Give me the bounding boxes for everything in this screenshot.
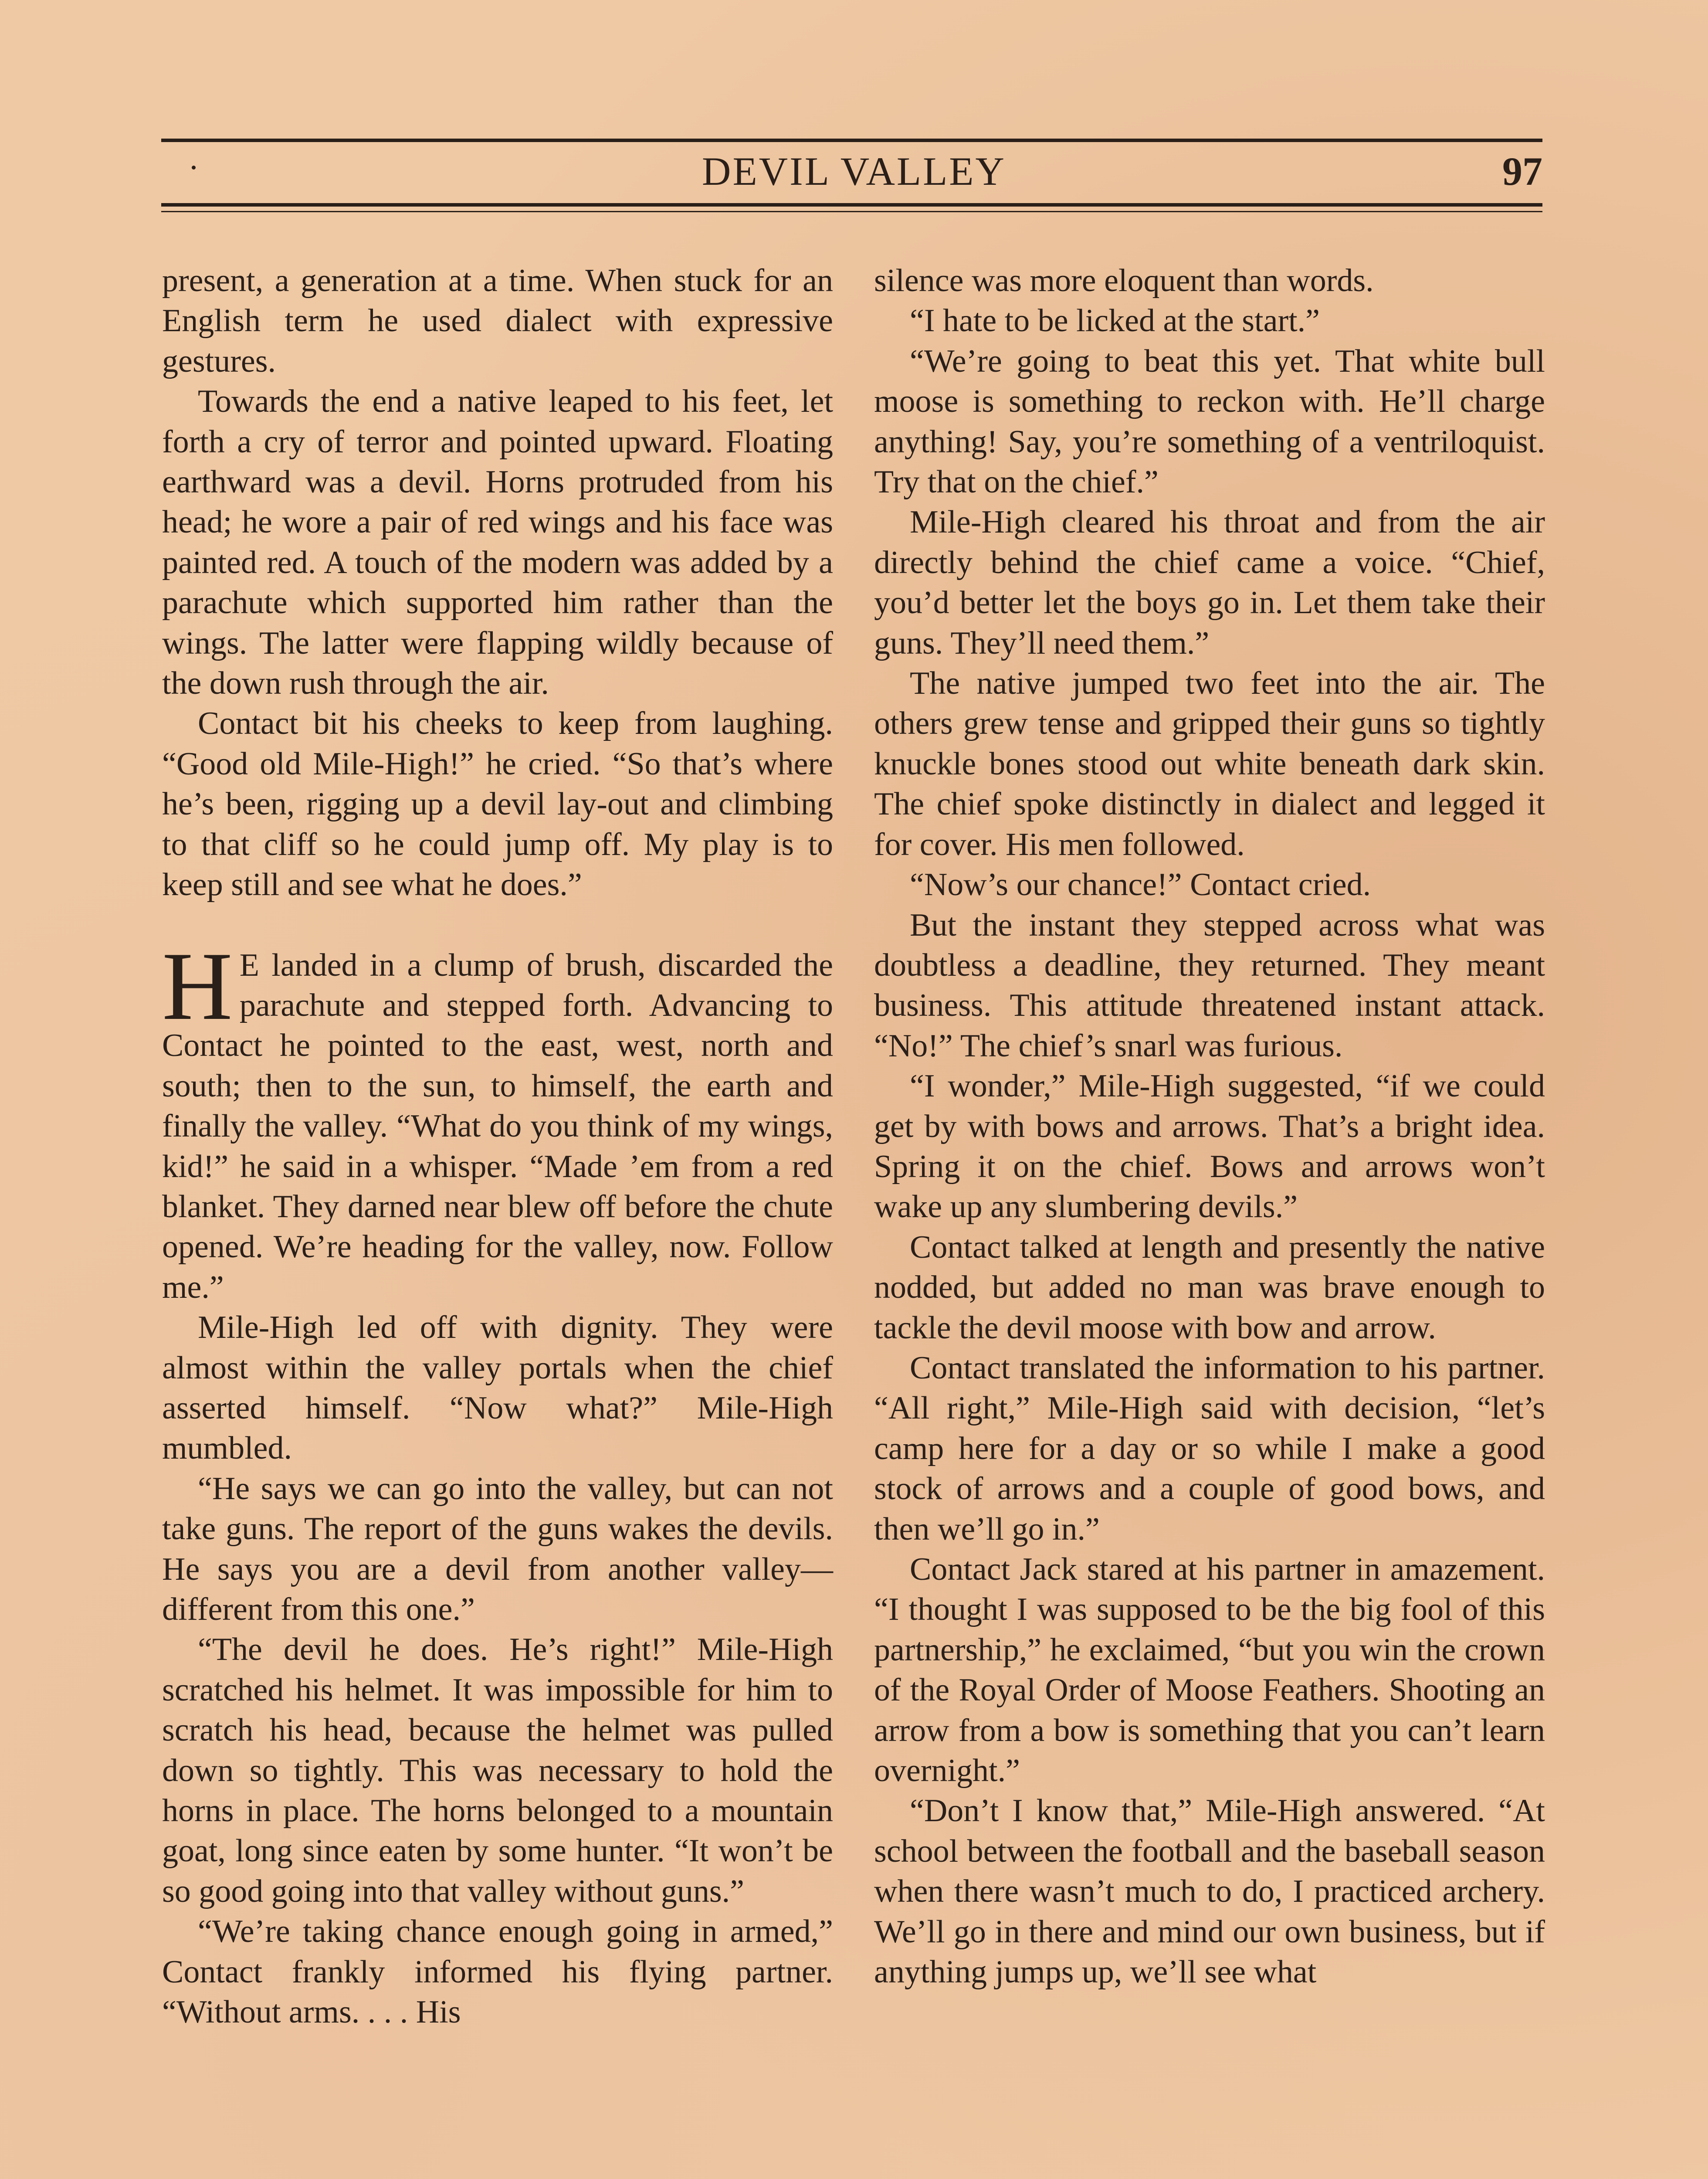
- paragraph: “The devil he does. He’s right!” Mile-High scratched his helmet. It was impossible for him to scratch his head, because the helmet was pulled down so tightly. This was necessary to hold the horns in place. The horns belonged to a mountain goat, long since eaten by some hunter. “It won’t be so good going into that valley without guns.”: [162, 1632, 833, 1909]
- header-rule-bottom: [161, 203, 1542, 207]
- header-rule-thin: [161, 211, 1542, 212]
- paragraph: Mile-High led off with dignity. They were almost within the valley portals when the chief asserted himself. “Now what?” Mile-High mumbled.: [162, 1310, 833, 1466]
- paragraph-text: E landed in a clump of brush, discarded the parachute and stepped forth. Advancing to Contact he pointed to the east, west, north and south; then to the sun, to himself, the earth and finally the valley. “What do you think of my wings, kid!” he said in a whisper. “Made ’em from a red blanket. They darned near blew off before the chute opened. We’re heading for the valley, now. Follow me.”: [162, 947, 833, 1305]
- paragraph: silence was more eloquent than words.: [874, 263, 1374, 299]
- running-title: DEVIL VALLEY: [702, 149, 1006, 193]
- paragraph: “We’re taking chance enough going in armed,” Contact frankly informed his flying partner. “Without arms. . . . His: [162, 1914, 833, 2030]
- paragraph: The native jumped two feet into the air. The others grew tense and gripped their guns so tightly knuckle bones stood out white beneath dark skin. The chief spoke distinctly in dialect and legged it for cover. His men followed.: [874, 665, 1545, 862]
- right-column: [874, 261, 1545, 1992]
- paragraph: “Don’t I know that,” Mile-High answered. “At school between the football and the baseball season when there wasn’t much to do, I practiced archery. We’ll go in there and mind our own business, but if anything jumps up, we’ll see what: [874, 1793, 1545, 1990]
- page-number: 97: [1502, 149, 1542, 193]
- paragraph: “Now’s our chance!” Contact cried.: [910, 867, 1371, 903]
- left-column: [162, 261, 833, 2032]
- paragraph: Towards the end a native leaped to his feet, let forth a cry of terror and pointed upward. Floating earthward was a devil. Horns protruded from his head; he wore a pair of red wings and his face was painted red. A touch of the modern was added by a parachute which supported him rather than the wings. The latter were flapping wildly because of the down rush through the air.: [162, 384, 833, 702]
- paragraph: “He says we can go into the valley, but can not take guns. The report of the guns wakes the devils. He says you are a devil from another valley—different from this one.”: [162, 1470, 833, 1627]
- paragraph: Contact translated the information to his partner. “All right,” Mile-High said with decision, “let’s camp here for a day or so while I make a good stock of arrows and a couple of good bows, and then we’ll go in.”: [874, 1350, 1545, 1547]
- paragraph: Contact Jack stared at his partner in amazement. “I thought I was supposed to be the big fool of this partnership,” he exclaimed, “but you win the crown of the Royal Order of Moose Feathers. Shooting an arrow from a bow is something that you can’t learn overnight.”: [874, 1551, 1545, 1789]
- paragraph: Contact talked at length and presently the native nodded, but added no man was brave enough to tackle the devil moose with bow and arrow.: [874, 1229, 1545, 1346]
- header-rule-top: [161, 139, 1542, 142]
- paragraph: Mile-High cleared his throat and from the air directly behind the chief came a voice. “Chief, you’d better let the boys go in. Let them take their guns. They’ll need them.”: [874, 504, 1545, 661]
- paragraph: present, a generation at a time. When stuck for an English term he used dialect with expressive gestures.: [162, 263, 833, 379]
- paragraph: “We’re going to beat this yet. That white bull moose is something to reckon with. He’ll charge anything! Say, you’re something of a ventriloquist. Try that on the chief.”: [874, 343, 1545, 500]
- drop-cap: H: [162, 932, 233, 1040]
- paragraph: But the instant they stepped across what was doubtless a deadline, they returned. They meant business. This attitude threatened instant attack. “No!” The chief’s snarl was furious.: [874, 907, 1545, 1064]
- section-opening-paragraph: [162, 932, 833, 1308]
- paragraph: Contact bit his cheeks to keep from laughing. “Good old Mile-High!” he cried. “So that’s where he’s been, rigging up a devil lay-out and climbing to that cliff so he could jump off. My play is to keep still and see what he does.”: [162, 706, 833, 903]
- paragraph: “I hate to be licked at the start.”: [910, 303, 1320, 339]
- paragraph: “I wonder,” Mile-High suggested, “if we could get by with bows and arrows. That’s a bright idea. Spring it on the chief. Bows and arrows won’t wake up any slumbering devils.”: [874, 1068, 1545, 1225]
